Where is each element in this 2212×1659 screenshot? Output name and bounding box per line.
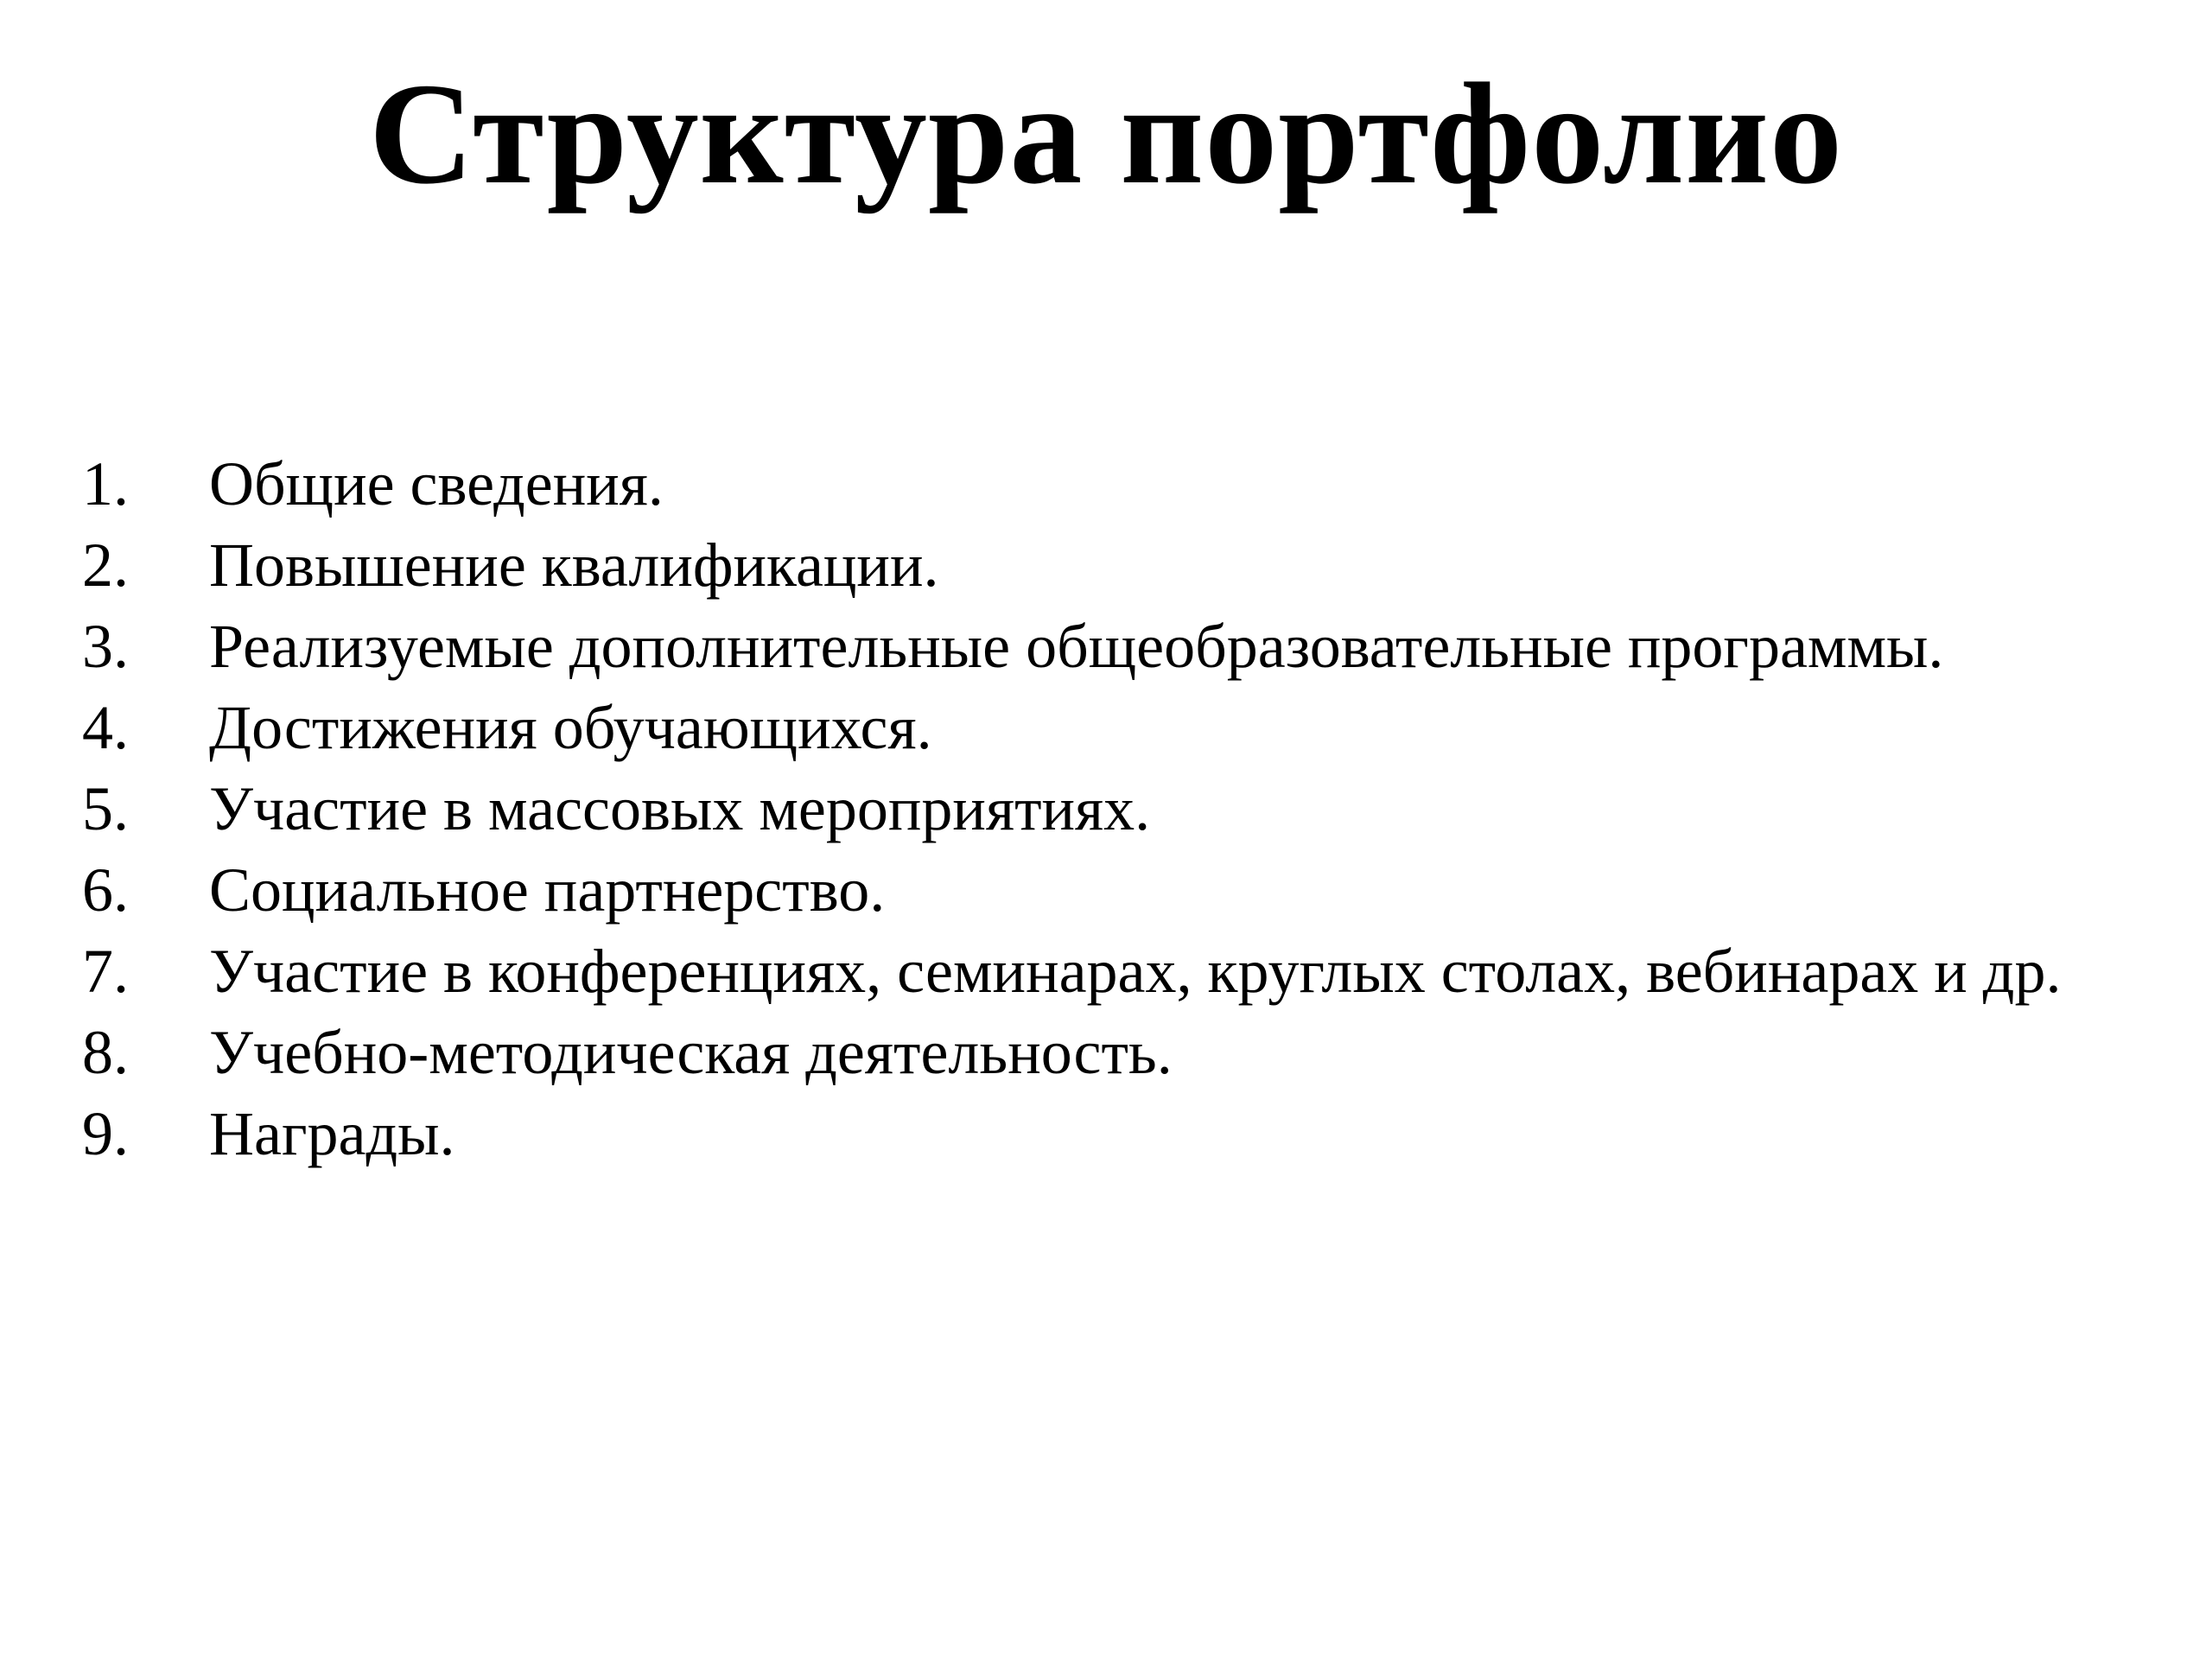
list-item-text: Общие сведения. [209, 449, 664, 518]
list-item-number: 4. [82, 693, 129, 762]
list-item-text: Социальное партнерство. [209, 855, 886, 925]
list-item-number: 1. [82, 449, 129, 518]
list-item-text: Достижения обучающихся. [209, 693, 932, 762]
list-item [82, 449, 2156, 518]
portfolio-structure-list [82, 449, 2156, 1180]
list-item-number: 3. [82, 612, 129, 681]
list-item-text: Участие в конференциях, семинарах, круглых столах, вебинарах и др. [209, 937, 2062, 1006]
list-item-text: Награды. [209, 1099, 455, 1168]
list-item [82, 1099, 2156, 1168]
list-item [82, 612, 2156, 681]
list-item-text: Учебно-методическая деятельность. [209, 1018, 1173, 1087]
list-item-number: 9. [82, 1099, 129, 1168]
list-item-text: Участие в массовых мероприятиях. [209, 774, 1151, 843]
list-item-number: 7. [82, 937, 129, 1006]
list-item [82, 693, 2156, 762]
list-item-number: 2. [82, 531, 129, 600]
list-item-text: Реализуемые дополнительные общеобразовательные программы. [209, 612, 1944, 681]
page-title: Структура портфолио [368, 54, 1844, 214]
list-item [82, 1018, 2156, 1087]
list-item [82, 937, 2156, 1006]
list-item [82, 774, 2156, 843]
list-item [82, 531, 2156, 600]
list-item [82, 855, 2156, 925]
list-item-number: 6. [82, 855, 129, 925]
list-item-text: Повышение квалификации. [209, 531, 939, 600]
list-item-number: 8. [82, 1018, 129, 1087]
list-item-number: 5. [82, 774, 129, 843]
